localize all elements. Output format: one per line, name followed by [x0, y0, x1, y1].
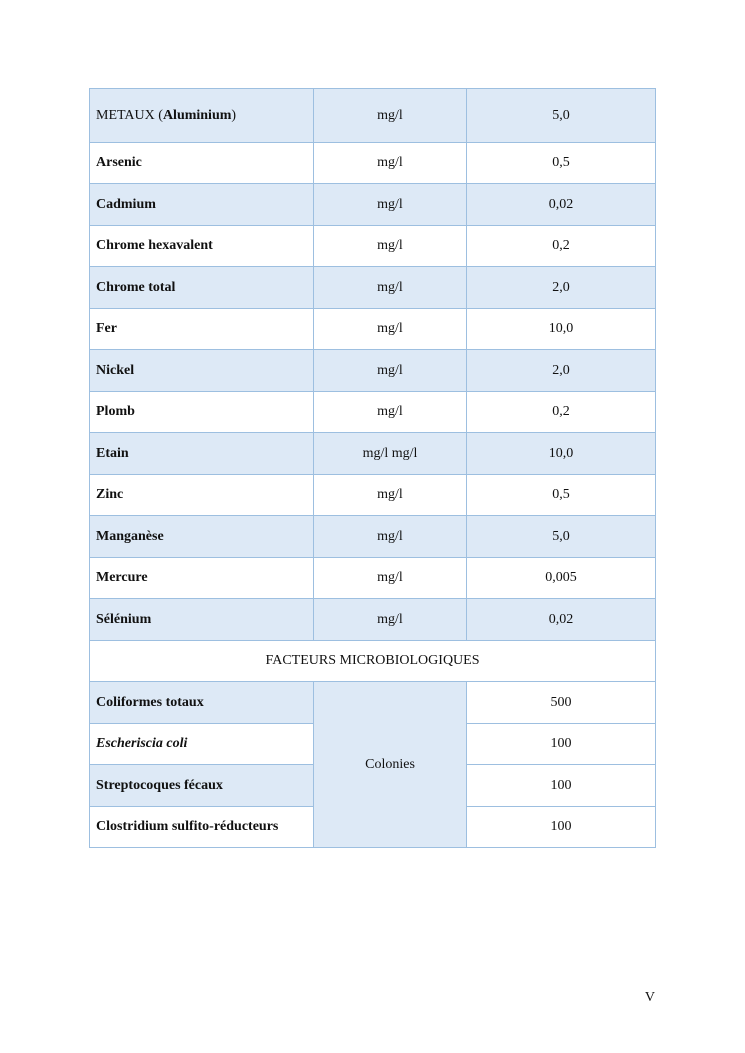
value-cell: 10,0 [467, 433, 656, 475]
param-name: Chrome hexavalent [90, 226, 314, 267]
value-cell: 5,0 [467, 516, 656, 558]
metals-title-prefix: METAUX ( [96, 107, 163, 123]
value-cell: 500 [467, 682, 656, 724]
param-name: Cadmium [90, 184, 314, 226]
unit-cell: mg/l [314, 89, 467, 143]
value-cell: 0,5 [467, 143, 656, 184]
colonies-unit-cell: Colonies [314, 682, 467, 848]
unit-cell: mg/l [314, 226, 467, 267]
param-name: Sélénium [90, 599, 314, 641]
micro-section-heading: FACTEURS MICROBIOLOGIQUES [90, 641, 656, 682]
table-row [90, 516, 656, 558]
param-name: Coliformes totaux [90, 682, 314, 724]
unit-cell: mg/l mg/l [314, 433, 467, 475]
value-cell: 5,0 [467, 89, 656, 143]
param-name: Zinc [90, 475, 314, 516]
table-row [90, 682, 656, 724]
value-cell: 100 [467, 765, 656, 807]
param-name: Clostridium sulfito-réducteurs [90, 807, 314, 848]
param-name: Nickel [90, 350, 314, 392]
param-name: Mercure [90, 558, 314, 599]
value-cell: 100 [467, 724, 656, 765]
value-cell: 100 [467, 807, 656, 848]
param-name: Streptocoques fécaux [90, 765, 314, 807]
unit-cell: mg/l [314, 475, 467, 516]
param-name: Fer [90, 309, 314, 350]
param-name: Etain [90, 433, 314, 475]
param-name: Plomb [90, 392, 314, 433]
table-row [90, 267, 656, 309]
value-cell: 0,02 [467, 599, 656, 641]
value-cell: 0,2 [467, 226, 656, 267]
table-row [90, 392, 656, 433]
param-name: Manganèse [90, 516, 314, 558]
unit-cell: mg/l [314, 184, 467, 226]
table-row [90, 475, 656, 516]
table-row [90, 226, 656, 267]
metals-title-emph: Aluminium [162, 107, 232, 123]
unit-cell: mg/l [314, 309, 467, 350]
value-cell: 0,005 [467, 558, 656, 599]
unit-cell: mg/l [314, 558, 467, 599]
value-cell: 0,5 [467, 475, 656, 516]
value-cell: 0,2 [467, 392, 656, 433]
unit-cell: mg/l [314, 516, 467, 558]
table-row [90, 558, 656, 599]
table-row [90, 89, 656, 143]
table-row [90, 143, 656, 184]
page-number: V [644, 990, 655, 1005]
unit-cell: mg/l [314, 350, 467, 392]
value-cell: 2,0 [467, 350, 656, 392]
param-name: Chrome total [90, 267, 314, 309]
unit-cell: mg/l [314, 392, 467, 433]
table-row [90, 350, 656, 392]
unit-cell: mg/l [314, 267, 467, 309]
unit-cell: mg/l [314, 599, 467, 641]
metals-header-cell [90, 89, 314, 143]
param-name: Arsenic [90, 143, 314, 184]
param-name: Escheriscia coli [90, 724, 314, 765]
value-cell: 0,02 [467, 184, 656, 226]
table-row [90, 184, 656, 226]
table-row [90, 433, 656, 475]
value-cell: 10,0 [467, 309, 656, 350]
metals-title-suffix: ) [231, 107, 237, 123]
water-quality-table [89, 88, 656, 848]
table-row [90, 309, 656, 350]
table-row [90, 599, 656, 641]
unit-cell: mg/l [314, 143, 467, 184]
value-cell: 2,0 [467, 267, 656, 309]
table-row [90, 641, 656, 682]
